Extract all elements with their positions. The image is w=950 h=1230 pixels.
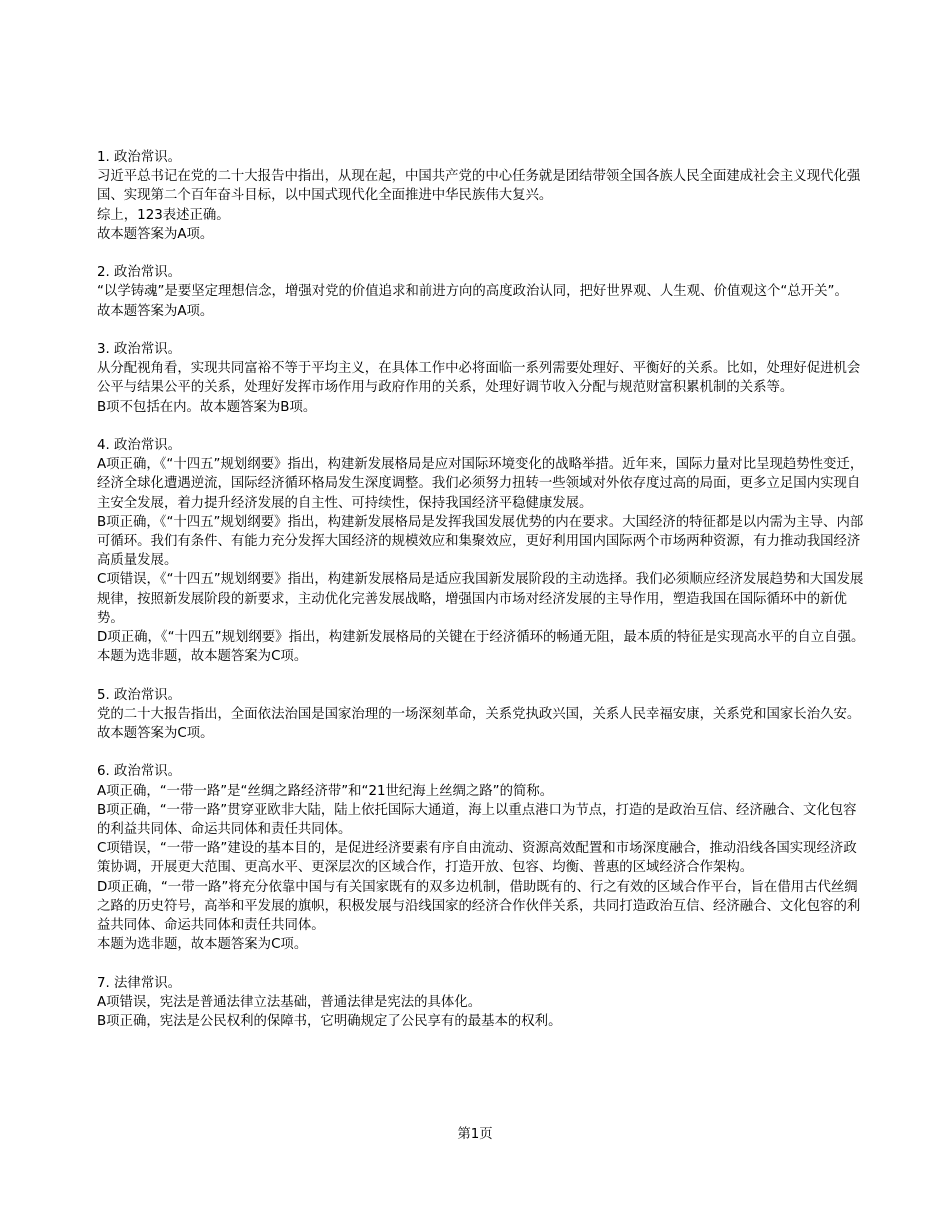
question-title: 7. 法律常识。 — [97, 975, 181, 991]
option-c-explanation: C项错误，“一带一路”建设的基本目的，是促进经济要素有序自由流动、资源高效配置和市场深度融合，推动沿线各国实现经济政策协调，开展更大范围、更高水平、更深层次的区域合作，打造开放、包容、均衡、普惠的区域经济合作架构。 — [97, 841, 857, 876]
question-title: 1. 政治常识。 — [97, 150, 181, 165]
option-d-explanation: D项正确，《“十四五”规划纲要》指出，构建新发展格局的关键在于经济循环的畅通无阻，最本质的特征是实现高水平的自立自强。 — [97, 630, 865, 646]
explanation-line: 从分配视角看，实现共同富裕不等于平均主义，在具体工作中必将面临一系列需要处理好、平衡好的关系。比如，处理好促进机会公平与结果公平的关系，处理好发挥市场作用与政府作用的关系，处理好调节收入分配与规范财富积累机制的关系等。 — [97, 361, 861, 396]
option-d-explanation: D项正确，“一带一路”将充分依靠中国与有关国家既有的双多边机制，借助既有的、行之有效的区域合作平台，旨在借用古代丝绸之路的历史符号，高举和平发展的旗帜，积极发展与沿线国家的经济合作伙伴关系，共同打造政治互信、经济融合、文化包容的利益共同体、命运共同体和责任共同体。 — [97, 879, 861, 934]
answer-line: 故本题答案为A项。 — [97, 226, 214, 242]
option-a-explanation: A项错误，宪法是普通法律立法基础，普通法律是宪法的具体化。 — [97, 994, 482, 1010]
question-title: 3. 政治常识。 — [97, 342, 181, 357]
option-a-explanation: A项正确，“一带一路”是“丝绸之路经济带”和“21世纪海上丝绸之路”的简称。 — [97, 783, 554, 799]
question-title: 2. 政治常识。 — [97, 265, 181, 281]
document-body — [97, 148, 867, 1050]
answer-line: B项不包括在内。故本题答案为B项。 — [97, 399, 317, 415]
option-a-explanation: A项正确，《“十四五”规划纲要》指出，构建新发展格局是应对国际环境变化的战略举措。近年来，国际力量对比呈现趋势性变迁，经济全球化遭遇逆流，国际经济循环格局发生深度调整。我们必须努力扭转一些领域对外依存度过高的局面，更多立足国内实现自主安全发展，着力提升经济发展的自主性、可持续性，保持我国经济平稳健康发展。 — [97, 457, 864, 511]
question-title: 6. 政治常识。 — [97, 764, 181, 780]
option-b-explanation: B项正确，宪法是公民权利的保障书，它明确规定了公民享有的最基本的权利。 — [97, 1014, 562, 1030]
question-2 — [97, 263, 867, 321]
question-4 — [97, 436, 867, 666]
question-5 — [97, 686, 867, 744]
option-c-explanation: C项错误，《“十四五”规划纲要》指出，构建新发展格局是适应我国新发展阶段的主动选择。我们必须顺应经济发展趋势和大国发展规律，按照新发展阶段的新要求，主动优化完善发展战略，增强国内市场对经济发展的主导作用，塑造我国在国际循环中的新优势。 — [97, 572, 864, 626]
question-7 — [97, 974, 867, 1032]
explanation-line: “以学铸魂”是要坚定理想信念，增强对党的价值追求和前进方向的高度政治认同，把好世界观、人生观、价值观这个“总开关”。 — [97, 284, 848, 300]
explanation-line: 习近平总书记在党的二十大报告中指出，从现在起，中国共产党的中心任务就是团结带领全国各族人民全面建成社会主义现代化强国、实现第二个百年奋斗目标，以中国式现代化全面推进中华民族伟大复兴。 — [97, 169, 861, 204]
answer-line: 本题为选非题，故本题答案为C项。 — [97, 649, 308, 665]
question-title: 5. 政治常识。 — [97, 687, 181, 703]
answer-line: 故本题答案为A项。 — [97, 303, 214, 319]
explanation-line: 综上，123表述正确。 — [97, 207, 230, 223]
explanation-line: 党的二十大报告指出，全面依法治国是国家治理的一场深刻革命，关系党执政兴国，关系人民幸福安康，关系党和国家长治久安。 — [97, 706, 861, 722]
answer-line: 本题为选非题，故本题答案为C项。 — [97, 937, 308, 953]
page-number: 第1页 — [457, 1127, 493, 1142]
option-b-explanation: B项正确，“一带一路”贯穿亚欧非大陆，陆上依托国际大通道，海上以重点港口为节点，打造的是政治互信、经济融合、文化包容的利益共同体、命运共同体和责任共同体。 — [97, 802, 857, 838]
answer-line: 故本题答案为C项。 — [97, 726, 214, 742]
question-1 — [97, 148, 867, 244]
option-b-explanation: B项正确，《“十四五”规划纲要》指出，构建新发展格局是发挥我国发展优势的内在要求。大国经济的特征都是以内需为主导、内部可循环。我们有条件、有能力充分发挥大国经济的规模效应和集聚效应，更好利用国内国际两个市场两种资源，有力推动我国经济高质量发展。 — [97, 514, 864, 569]
question-3 — [97, 340, 867, 417]
question-title: 4. 政治常识。 — [97, 438, 181, 453]
question-6 — [97, 762, 867, 954]
